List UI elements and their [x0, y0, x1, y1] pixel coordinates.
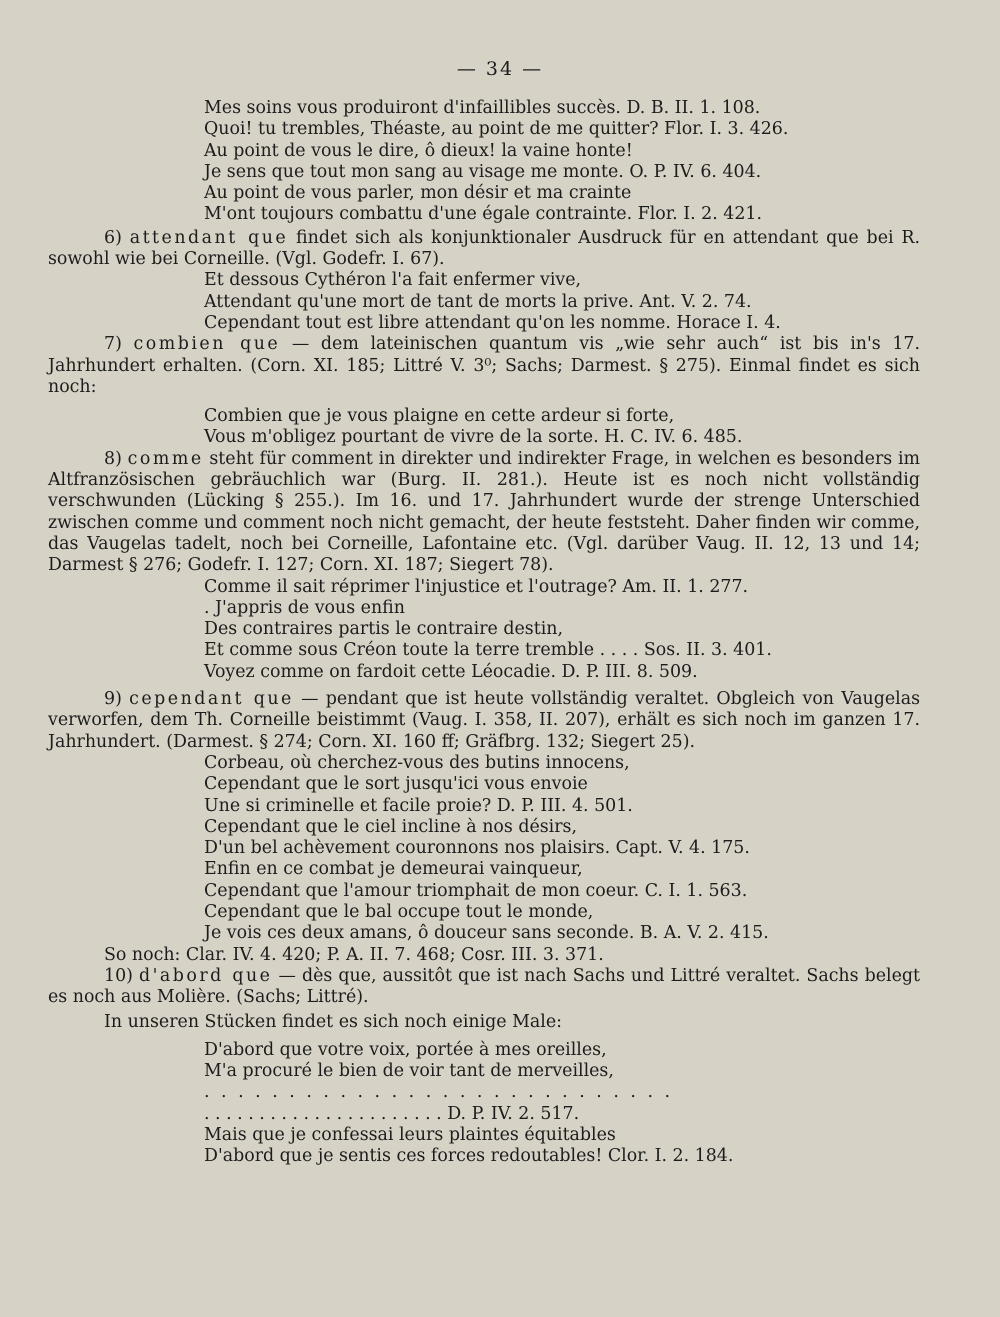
quote-line: Cependant que le bal occupe tout le monde, [204, 901, 594, 922]
quote-line: Enfin en ce combat je demeurai vainqueur, [204, 859, 583, 880]
quote-line: Mes soins vous produiront d'infaillibles succès. D. B. II. 1. 108. [204, 98, 761, 118]
quote-line: Au point de vous le dire, ô dieux! la vaine honte! [204, 140, 633, 161]
section-9-paragraph [48, 689, 920, 753]
section-text: steht für comment in direkter und indirekter Frage, in welchen es besonders im Altfranzösischen gebräuchlich war (Burg. II. 281.). Heute ist es noch nicht vollständig verschwunden (Lücking § 255.). Im 16. und 17. Jahrhundert wurde der strenge Unterschied zwischen comme und comment noch nicht gemacht, der heute feststeht. Daher finden wir comme, das Vaugelas tadelt, noch bei Corneille, Lafontaine etc. (Vgl. darüber Vaug. II. 12, 13 und 14; Darmest § 276; Godefr. I. 127; Corn. XI. 187; Siegert 78). [48, 448, 921, 576]
section-8-paragraph [48, 449, 920, 577]
section-number: 9) [104, 689, 122, 710]
quote-line: Je sens que tout mon sang au visage me monte. O. P. IV. 6. 404. [204, 161, 762, 182]
quote-line: Voyez comme on fardoit cette Léocadie. D. P. III. 8. 509. [204, 661, 698, 682]
quote-line: Cependant que l'amour triomphait de mon coeur. C. I. 1. 563. [204, 880, 748, 901]
quote-line: D'abord que votre voix, portée à mes oreilles, [204, 1039, 607, 1060]
quote-line: Une si criminelle et facile proie? D. P. III. 4. 501. [204, 795, 633, 816]
ellipsis-line: . . . . . . . . . . . . . . . . . . . . . . . . . . . . [204, 1082, 674, 1103]
section-text: findet sich als konjunktionaler Ausdruck für en attendant que bei R. sowohl wie bei Corneille. (Vgl. Godefr. I. 67). [48, 227, 921, 270]
section-text: — dès que, aussitôt que ist nach Sachs und Littré veraltet. Sachs belegt es noch aus Molière. (Sachs; Littré). [48, 965, 921, 1008]
quote-line: Comme il sait réprimer l'injustice et l'outrage? Am. II. 1. 277. [204, 576, 749, 597]
quote-line: M'a procuré le bien de voir tant de merveilles, [204, 1061, 614, 1082]
section-term: d'abord que [138, 965, 273, 986]
quote-line: Cependant que le ciel incline à nos désirs, [204, 816, 577, 837]
section-7-paragraph [48, 334, 920, 398]
section-number: 7) [104, 334, 122, 355]
quote-line: Des contraires partis le contraire destin, [204, 619, 563, 640]
section-number: 10) [104, 965, 133, 986]
section-6-paragraph [48, 228, 920, 271]
section-term: comme [127, 448, 204, 469]
section-number: 8) [104, 448, 122, 469]
section-10-paragraph [48, 966, 920, 1009]
quote-line: D'un bel achèvement couronnons nos plaisirs. Capt. V. 4. 175. [204, 838, 750, 859]
quote-line: Cependant que le sort jusqu'ici vous envoie [204, 774, 588, 795]
section-term: cependant que [129, 689, 294, 710]
section-term: combien que [133, 334, 281, 355]
quote-line: Au point de vous parler, mon désir et ma crainte [204, 183, 632, 204]
quote-line: Mais que je confessai leurs plaintes équitables [204, 1124, 616, 1145]
section-text: — dem lateinischen quantum vis „wie sehr auch“ ist bis in's 17. Jahrhundert erhalten. (Corn. XI. 185; Littré V. 3⁰; Sachs; Darmest. § 275). Einmal findet es sich noch: [48, 334, 921, 397]
quote-line: Corbeau, où cherchez-vous des butins innocens, [204, 752, 630, 773]
quote-line: M'ont toujours combattu d'une égale contrainte. Flor. I. 2. 421. [204, 204, 762, 225]
quote-line: Attendant qu'une mort de tant de morts la prive. Ant. V. 2. 74. [204, 291, 752, 312]
so-noch-line: So noch: Clar. IV. 4. 420; P. A. II. 7. 468; Cosr. III. 3. 371. [104, 944, 604, 965]
quote-line: . J'appris de vous enfin [204, 597, 405, 618]
quote-line: Cependant tout est libre attendant qu'on les nomme. Horace I. 4. [204, 312, 781, 333]
quote-line: Je vois ces deux amans, ô douceur sans seconde. B. A. V. 2. 415. [204, 923, 769, 944]
page-body [48, 98, 920, 1168]
quote-line: Et dessous Cythéron l'a fait enfermer vive, [204, 270, 582, 291]
quote-line: . . . . . . . . . . . . . . . . . . . . . . D. P. IV. 2. 517. [204, 1103, 580, 1124]
section-text: — pendant que ist heute vollständig veraltet. Obgleich von Vaugelas verworfen, dem Th. Corneille beistimmt (Vaug. I. 358, II. 207), erhält es sich noch im ganzen 17. Jahrhundert. (Darmest. § 274; Corn. XI. 160 ff; Gräfbrg. 132; Siegert 25). [48, 689, 921, 752]
quote-line: D'abord que je sentis ces forces redoutables! Clor. I. 2. 184. [204, 1146, 734, 1167]
quote-line: Et comme sous Créon toute la terre tremble . . . . Sos. II. 3. 401. [204, 640, 772, 661]
section-term: attendant que [129, 227, 289, 248]
quote-line: Quoi! tu trembles, Théaste, au point de me quitter? Flor. I. 3. 426. [204, 119, 789, 140]
section-number: 6) [104, 227, 122, 248]
quote-line: Vous m'obligez pourtant de vivre de la sorte. H. C. IV. 6. 485. [204, 427, 743, 448]
page-number: — 34 — [456, 58, 544, 80]
intro-line: In unseren Stücken findet es sich noch einige Male: [104, 1012, 562, 1033]
quote-line: Combien que je vous plaigne en cette ardeur si forte, [204, 406, 675, 427]
